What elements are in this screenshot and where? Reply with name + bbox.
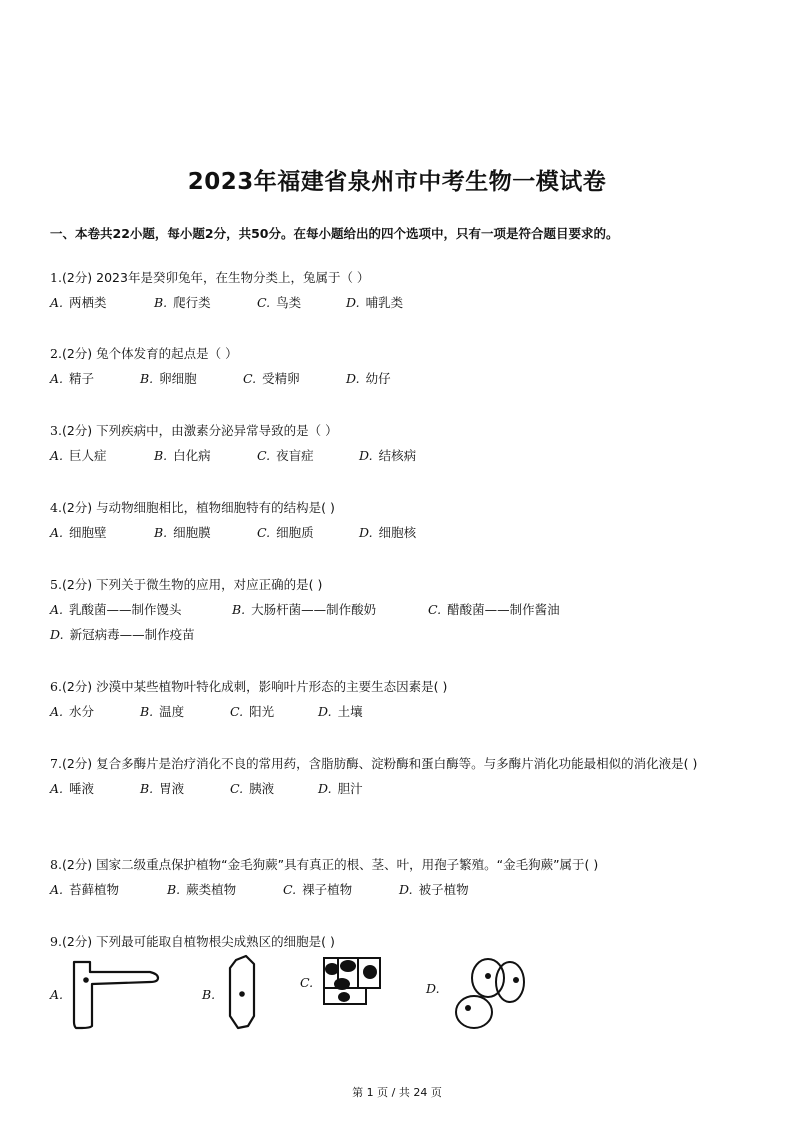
option-d: D. 幼仔 (346, 371, 391, 386)
option-d: D. (426, 954, 546, 1034)
question-score: (2分) (61, 577, 93, 592)
question-7 (50, 751, 750, 801)
option-b: B. 温度 (140, 704, 185, 719)
option-c: C. 阳光 (230, 704, 275, 719)
option-b: B. 蕨类植物 (167, 882, 237, 897)
option-a: A. (50, 954, 170, 1034)
question-score: (2分) (61, 756, 93, 771)
question-stem: 下列关于微生物的应用，对应正确的是( ) (96, 577, 323, 592)
option-c: C. (300, 954, 400, 1034)
option-a: A. 两栖类 (50, 295, 107, 310)
option-a: A. 苔藓植物 (50, 882, 120, 897)
option-b: B. (202, 954, 292, 1034)
question-stem: 下列最可能取自植物根尖成熟区的细胞是( ) (96, 934, 335, 949)
section-heading: 一、本卷共22小题，每小题2分，共50分。在每小题给出的四个选项中，只有一项是符合题目要求的。 (50, 226, 619, 241)
option-c: C. 夜盲症 (257, 448, 314, 463)
option-b: B. 爬行类 (154, 295, 211, 310)
option-a: A. 精子 (50, 371, 95, 386)
question-6 (50, 674, 750, 724)
option-a: A. 唾液 (50, 781, 95, 796)
option-b: B. 卵细胞 (140, 371, 197, 386)
question-stem: 下列疾病中，由激素分泌异常导致的是（ ） (96, 423, 338, 438)
option-a: A. 细胞壁 (50, 525, 107, 540)
option-a: A. 乳酸菌——制作馒头 (50, 602, 182, 617)
question-stem: 复合多酶片是治疗消化不良的常用药，含脂肪酶、淀粉酶和蛋白酶等。与多酶片消化功能最相似的消化液是( ) (96, 756, 698, 771)
question-number: 7. (50, 756, 62, 771)
question-number: 6. (50, 679, 62, 694)
option-a: A. 巨人症 (50, 448, 107, 463)
option-a: A. 水分 (50, 704, 95, 719)
question-stem: 沙漠中某些植物叶特化成刺，影响叶片形态的主要生态因素是( ) (96, 679, 448, 694)
question-9 (50, 929, 750, 1034)
option-d: D. 胆汁 (318, 781, 363, 796)
question-number: 3. (50, 423, 62, 438)
question-3 (50, 418, 750, 468)
option-d: D. 哺乳类 (346, 295, 404, 310)
question-score: (2分) (61, 500, 93, 515)
option-c: C. 鸟类 (257, 295, 302, 310)
question-8 (50, 852, 750, 902)
option-c: C. 裸子植物 (283, 882, 353, 897)
question-stem: 国家二级重点保护植物“金毛狗蕨”具有真正的根、茎、叶，用孢子繁殖。“金毛狗蕨”属于( ) (96, 857, 599, 872)
question-score: (2分) (61, 857, 93, 872)
question-score: (2分) (61, 934, 93, 949)
elongated-cell-figure (202, 954, 292, 1034)
option-b: B. 大肠杆菌——制作酸奶 (232, 602, 377, 617)
option-d: D. 新冠病毒——制作疫苗 (50, 627, 195, 642)
option-b: B. 白化病 (154, 448, 211, 463)
option-c: C. 细胞质 (257, 525, 314, 540)
question-score: (2分) (61, 423, 93, 438)
question-number: 5. (50, 577, 62, 592)
question-number: 1. (50, 270, 62, 285)
question-stem: 2023年是癸卯兔年，在生物分类上，兔属于（ ） (96, 270, 370, 285)
page-footer: 第 1 页 / 共 24 页 (352, 1086, 442, 1099)
question-2 (50, 341, 750, 391)
question-score: (2分) (61, 679, 93, 694)
question-stem: 兔个体发育的起点是（ ） (96, 346, 238, 361)
option-d: D. 被子植物 (399, 882, 469, 897)
question-4 (50, 495, 750, 545)
option-c: C. 胰液 (230, 781, 275, 796)
question-number: 8. (50, 857, 62, 872)
question-number: 4. (50, 500, 62, 515)
option-d: D. 结核病 (359, 448, 417, 463)
question-1 (50, 265, 750, 315)
question-5 (50, 572, 750, 647)
question-stem: 与动物细胞相比，植物细胞特有的结构是( ) (96, 500, 335, 515)
rounded-cells-figure (426, 954, 546, 1034)
meristem-cells-figure (300, 954, 400, 1034)
option-c: C. 受精卵 (243, 371, 300, 386)
question-score: (2分) (61, 346, 93, 361)
root-hair-cell-figure (50, 954, 170, 1034)
question-number: 9. (50, 934, 62, 949)
option-b: B. 胃液 (140, 781, 185, 796)
option-c: C. 醋酸菌——制作酱油 (428, 602, 560, 617)
option-d: D. 土壤 (318, 704, 363, 719)
question-score: (2分) (61, 270, 93, 285)
option-b: B. 细胞膜 (154, 525, 211, 540)
question-number: 2. (50, 346, 62, 361)
option-d: D. 细胞核 (359, 525, 417, 540)
page-title: 2023年福建省泉州市中考生物一模试卷 (187, 169, 607, 195)
